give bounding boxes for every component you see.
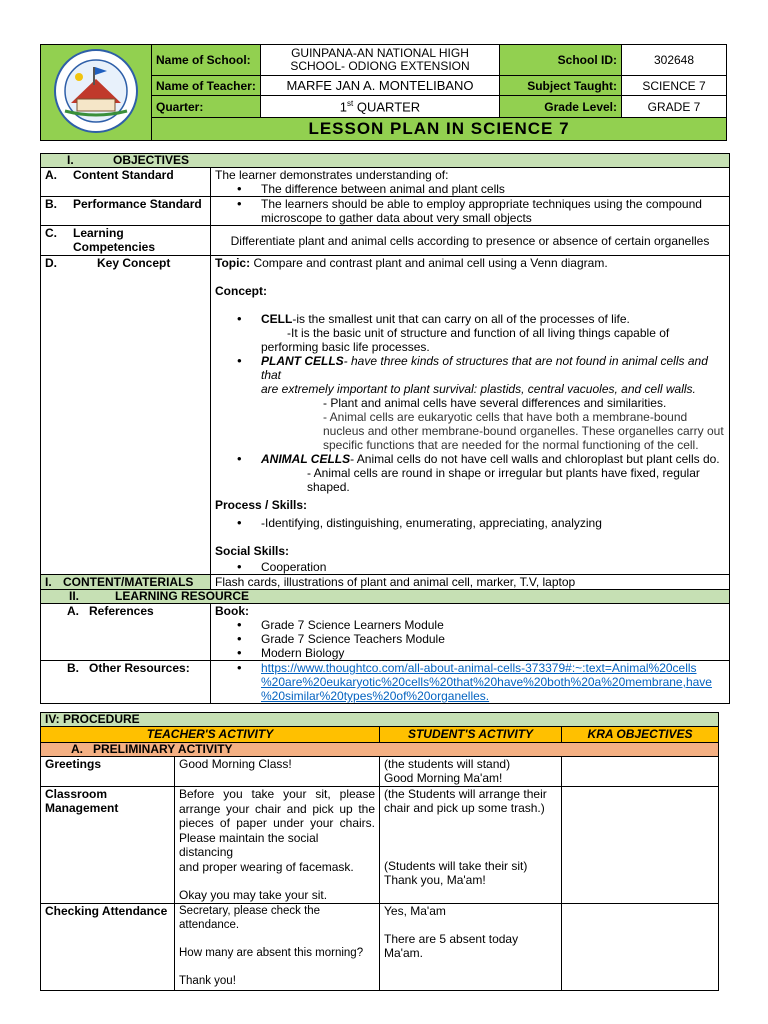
letter-b: B. <box>45 197 57 211</box>
competencies-title-1: Learning <box>73 226 124 240</box>
attendance-teacher-2: attendance. <box>179 918 240 931</box>
plant-def-2: are extremely important to plant survival: plastids, central vacuoles, and cell walls. <box>261 382 696 396</box>
content-standard-title: Content Standard <box>73 168 174 182</box>
objectives-table <box>40 153 730 704</box>
topic-text: Compare and contrast plant and animal cell using a Venn diagram. <box>250 256 608 270</box>
header-table <box>40 44 727 141</box>
animal-sub-1: - Animal cells are round in shape or irregular but plants have fixed, regular <box>307 466 700 480</box>
link-line-3[interactable]: %20similar%20types%20of%20organelles. <box>261 689 490 703</box>
school-seal-logo <box>41 45 152 137</box>
attendance-kra <box>562 903 719 990</box>
key-concept-value <box>211 256 730 575</box>
list-item <box>215 452 725 466</box>
letter-a: A. <box>71 742 83 756</box>
classroom-label-1: Classroom <box>45 787 108 801</box>
classroom-student-3: (Students will take their sit) <box>384 859 528 873</box>
references-title: References <box>89 604 154 618</box>
references-label <box>41 604 211 661</box>
other-resources-title: Other Resources: <box>89 661 190 675</box>
process-skills-label: Process / Skills: <box>215 498 308 512</box>
greetings-student-2: Good Morning Ma'am! <box>384 771 503 785</box>
plant-sub-2a: - Animal cells are eukaryotic cells that have both a membrane-bound <box>323 410 688 424</box>
attendance-student-2: There are 5 absent today <box>384 931 519 946</box>
greetings-kra <box>562 757 719 787</box>
performance-standard-value <box>211 197 730 226</box>
list-item: • -Identifying, distinguishing, enumerating, appreciating, analyzing <box>215 516 725 530</box>
attendance-teacher-3: How many are absent this morning? <box>179 946 364 959</box>
competencies-value: Differentiate plant and animal cells according to presence or absence of certain organelles <box>211 226 730 256</box>
resource-link[interactable] <box>261 661 725 703</box>
performance-standard-label <box>41 197 211 226</box>
performance-standard-title: Performance Standard <box>73 197 202 211</box>
classroom-teacher-2: arrange your chair and pick up the <box>179 801 375 816</box>
attendance-teacher <box>175 903 380 990</box>
kra-objectives-header: KRA OBJECTIVES <box>562 727 719 743</box>
letter-a: A. <box>45 168 57 182</box>
book-label: Book: <box>215 604 249 618</box>
letter-c: C. <box>45 226 57 240</box>
classroom-teacher-5: and proper wearing of facemask. <box>179 859 354 874</box>
classroom-teacher-4: Please maintain the social distancing <box>179 830 319 859</box>
objectives-title: OBJECTIVES <box>113 153 190 167</box>
quarter-label: Quarter: <box>152 96 261 118</box>
learning-resource-num: II. <box>69 589 80 603</box>
classroom-student-1: (the Students will arrange their <box>384 787 547 801</box>
cell-definition: -is the smallest unit that can carry on all of the processes of life. <box>292 312 630 326</box>
student-activity-header: STUDENT'S ACTIVITY <box>380 727 562 743</box>
teacher-value: MARFE JAN A. MONTELIBANO <box>261 76 500 96</box>
greetings-student <box>380 757 562 787</box>
learning-resource-title: LEARNING RESOURCE <box>115 589 250 603</box>
name-of-school-label: Name of School: <box>152 45 261 76</box>
objectives-num: I. <box>67 153 74 167</box>
procedure-table <box>40 712 719 991</box>
concept-label: Concept: <box>215 284 267 298</box>
cell-definition-3: performing basic life processes. <box>261 340 430 354</box>
key-concept-title: Key Concept <box>97 256 171 270</box>
list-item: • Cooperation <box>215 560 725 574</box>
school-logo-cell <box>41 45 152 141</box>
list-item: • Grade 7 Science Learners Module <box>215 618 725 632</box>
greetings-label: Greetings <box>41 757 175 787</box>
plant-def-1: - have three kinds of structures that are not found in animal cells and that <box>261 354 708 382</box>
other-resources-value <box>211 661 730 704</box>
school-id-label: School ID: <box>500 45 622 76</box>
quarter-word: QUARTER <box>356 99 421 115</box>
classroom-student-2: chair and pick up some trash.) <box>384 801 545 815</box>
other-resources-label <box>41 661 211 704</box>
plant-sub-1: - Plant and animal cells have several differences and similarities. <box>323 396 667 410</box>
attendance-teacher-4: Thank you! <box>179 974 236 987</box>
content-standard-label <box>41 168 211 197</box>
cell-definition-2: -It is the basic unit of structure and function of all living things capable of <box>287 326 670 340</box>
letter-a: A. <box>67 604 79 618</box>
attendance-teacher-1: Secretary, please check the <box>179 904 321 917</box>
classroom-teacher-6: Okay you may take your sit. <box>179 888 328 902</box>
greetings-student-1: (the students will stand) <box>384 757 511 771</box>
list-item: • Grade 7 Science Teachers Module <box>215 632 725 646</box>
quarter-superscript: st <box>347 98 354 108</box>
list-item: • Modern Biology <box>215 646 725 660</box>
classroom-student <box>380 787 562 904</box>
grade-level-value: GRADE 7 <box>622 96 727 118</box>
cell-term: CELL <box>261 312 293 326</box>
quarter-number: 1 <box>339 99 348 115</box>
classroom-kra <box>562 787 719 904</box>
classroom-student-4: Thank you, Ma'am! <box>384 873 486 887</box>
classroom-teacher-1: Before you take your sit, please <box>179 787 375 801</box>
plant-sub-2 <box>215 410 725 452</box>
list-item <box>215 312 725 354</box>
greetings-teacher: Good Morning Class! <box>175 757 380 787</box>
learning-resource-heading <box>41 590 730 604</box>
teacher-activity-header: TEACHER'S ACTIVITY <box>41 727 380 743</box>
letter-d: D. <box>45 256 57 270</box>
subject-label: Subject Taught: <box>500 76 622 96</box>
performance-line2: microscope to gather data about very small objects <box>261 211 532 225</box>
page-title: LESSON PLAN IN SCIENCE 7 <box>152 118 727 141</box>
attendance-student-1: Yes, Ma'am <box>384 903 446 918</box>
link-line-1[interactable]: • https://www.thoughtco.com/all-about-animal-cells-373379#:~:text=Animal%20cells <box>261 661 697 675</box>
topic-label: Topic: <box>215 256 251 270</box>
classroom-management-label <box>41 787 175 904</box>
attendance-student <box>380 903 562 990</box>
animal-cells-term: ANIMAL CELLS <box>261 452 351 466</box>
school-id-value: 302648 <box>622 45 727 76</box>
animal-sub-2: shaped. <box>307 480 350 494</box>
checking-attendance-label: Checking Attendance <box>41 903 175 990</box>
objectives-heading <box>41 154 730 168</box>
competencies-title-2: Competencies <box>73 240 156 254</box>
list-item: • The difference between animal and plant cells <box>215 182 725 196</box>
school-name-line1: GUINPANA-AN NATIONAL HIGH <box>291 46 469 61</box>
school-name-line2: SCHOOL- ODIONG EXTENSION <box>290 59 470 74</box>
grade-level-label: Grade Level: <box>500 96 622 118</box>
link-line-2[interactable]: %20are%20eukaryotic%20cells%20that%20have%20both%20a%20membrane,have <box>261 675 712 689</box>
content-standard-intro: The learner demonstrates understanding of: <box>215 168 449 182</box>
plant-sub-2c: specific functions that are needed for the normal functioning of the cell. <box>323 438 699 452</box>
letter-b: B. <box>67 661 79 675</box>
plant-sub-2b: nucleus and other membrane-bound organelles. These organelles carry out <box>323 424 724 438</box>
classroom-teacher <box>175 787 380 904</box>
preliminary-activity-title: PRELIMINARY ACTIVITY <box>93 742 233 756</box>
teacher-label: Name of Teacher: <box>152 76 261 96</box>
attendance-student-3: Ma'am. <box>384 945 423 960</box>
content-materials-value: Flash cards, illustrations of plant and animal cell, marker, T.V, laptop <box>211 575 730 590</box>
name-of-school-value <box>261 45 500 76</box>
competencies-label <box>41 226 211 256</box>
classroom-teacher-3: pieces of paper under your chairs. <box>179 816 375 830</box>
quarter-value <box>261 96 500 118</box>
procedure-heading: IV: PROCEDURE <box>41 713 719 727</box>
classroom-label-2: Management <box>45 801 119 815</box>
key-concept-label <box>41 256 211 575</box>
content-materials-num: I. <box>45 575 52 589</box>
content-standard-value <box>211 168 730 197</box>
preliminary-activity-heading <box>41 743 719 757</box>
list-item <box>215 354 725 396</box>
list-item <box>215 197 725 225</box>
plant-cells-term: PLANT CELLS <box>261 354 344 368</box>
content-materials-label <box>41 575 211 590</box>
performance-line1: • The learners should be able to employ appropriate techniques using the compound <box>261 197 702 211</box>
subject-value: SCIENCE 7 <box>622 76 727 96</box>
content-materials-title: CONTENT/MATERIALS <box>63 575 194 589</box>
list-item <box>215 661 725 703</box>
references-value <box>211 604 730 661</box>
social-skills-label: Social Skills: <box>215 544 290 558</box>
animal-def: - Animal cells do not have cell walls and chloroplast but plant cells do. <box>350 452 720 466</box>
